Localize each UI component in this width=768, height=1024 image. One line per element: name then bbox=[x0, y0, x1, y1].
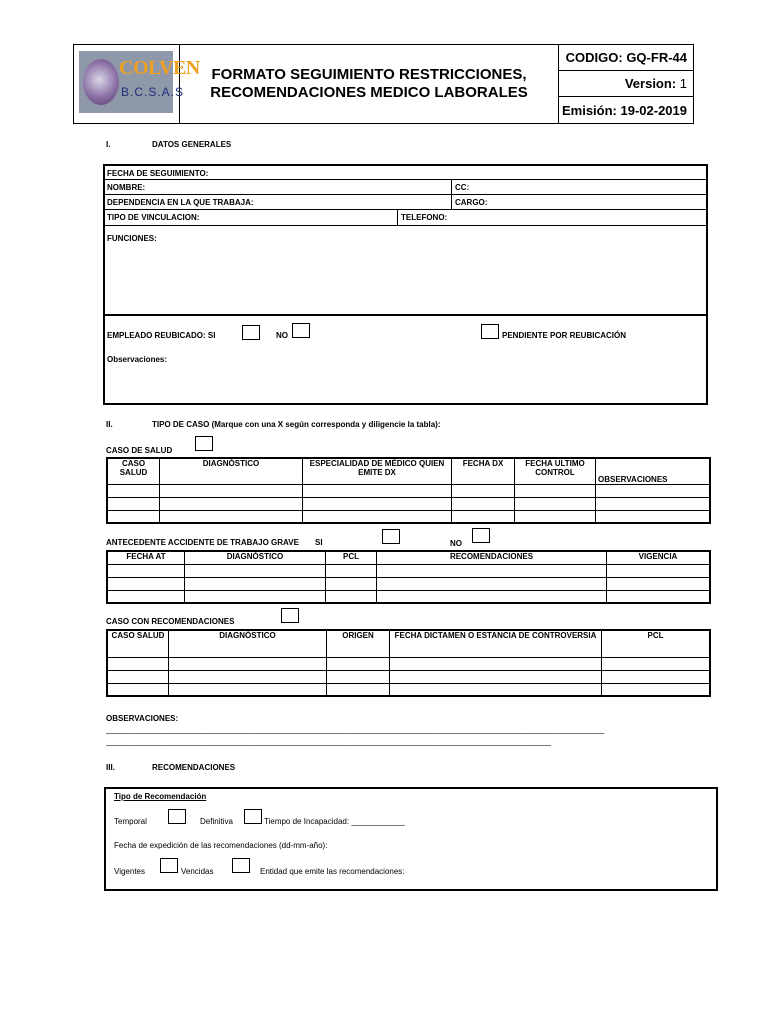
section1-title: DATOS GENERALES bbox=[152, 140, 232, 149]
caso-recomendaciones-checkbox[interactable] bbox=[281, 608, 299, 623]
table-row bbox=[107, 510, 710, 523]
col-caso-salud: CASO SALUD bbox=[107, 630, 169, 657]
form-code: CODIGO: GQ-FR-44 bbox=[559, 45, 693, 71]
fecha-seguimiento-label: FECHA DE SEGUIMIENTO: bbox=[107, 169, 209, 178]
table-row bbox=[107, 564, 710, 577]
table-row bbox=[107, 670, 710, 683]
table-row bbox=[107, 484, 710, 497]
table-row bbox=[107, 657, 710, 670]
col-vigencia: VIGENCIA bbox=[607, 551, 711, 564]
section1-number: I. bbox=[106, 140, 111, 149]
col-pcl: PCL bbox=[602, 630, 711, 657]
tipo-recomendacion-label: Tipo de Recomendación bbox=[114, 792, 207, 801]
dependencia-label: DEPENDENCIA EN LA QUE TRABAJA: bbox=[107, 198, 254, 207]
tiempo-incapacidad-label[interactable]: Tiempo de Incapacidad: ____________ bbox=[264, 817, 405, 826]
section2-title: TIPO DE CASO (Marque con una X según corresponda y diligencie la tabla): bbox=[152, 420, 441, 429]
telefono-label: TELEFONO: bbox=[401, 213, 448, 222]
col-caso-salud: CASO SALUD bbox=[107, 458, 160, 484]
vencidas-checkbox[interactable] bbox=[232, 858, 250, 873]
observaciones-line-1[interactable]: ________________________________________________________________________________________________________________ bbox=[106, 725, 605, 734]
form-header bbox=[73, 44, 694, 124]
version-label: Version: bbox=[624, 76, 677, 91]
col-fecha-dx: FECHA DX bbox=[452, 458, 515, 484]
col-recomendaciones: RECOMENDACIONES bbox=[377, 551, 607, 564]
caso-salud-label: CASO DE SALUD bbox=[106, 446, 173, 455]
observaciones-general-label: OBSERVACIONES: bbox=[106, 714, 179, 723]
section2-number: II. bbox=[106, 420, 113, 429]
globe-icon bbox=[83, 59, 119, 105]
cc-label: CC: bbox=[455, 183, 470, 192]
title-line-2: RECOMENDACIONES MEDICO LABORALES bbox=[210, 84, 528, 101]
table-row bbox=[107, 497, 710, 510]
funciones-label: FUNCIONES: bbox=[107, 234, 157, 243]
accidente-table bbox=[106, 550, 711, 604]
reubicado-no-label: NO bbox=[276, 331, 288, 340]
title-line-1: FORMATO SEGUIMIENTO RESTRICCIONES, bbox=[211, 66, 527, 83]
col-diagnostico: DIAGNÓSTICO bbox=[185, 551, 326, 564]
col-diagnostico: DIAGNÓSTICO bbox=[160, 458, 303, 484]
observaciones-label: Observaciones: bbox=[107, 355, 168, 364]
logo-subtitle: B.C.S.A.S bbox=[121, 85, 185, 99]
tipo-vinculacion-label: TIPO DE VINCULACION: bbox=[107, 213, 200, 222]
recomendaciones-box bbox=[104, 787, 718, 891]
form-title bbox=[180, 45, 559, 123]
entidad-label: Entidad que emite las recomendaciones: bbox=[260, 867, 405, 876]
col-pcl: PCL bbox=[326, 551, 377, 564]
table-row bbox=[107, 577, 710, 590]
form-version bbox=[559, 71, 693, 97]
form-emission: Emisión: 19-02-2019 bbox=[561, 102, 687, 118]
antecedente-no-checkbox[interactable] bbox=[472, 528, 490, 543]
col-fecha-ultimo-control: FECHA ULTIMO CONTROL bbox=[515, 458, 596, 484]
general-data-box bbox=[103, 164, 708, 405]
observaciones-line-2[interactable]: ____________________________________________________________________________________________________ bbox=[106, 737, 551, 746]
nombre-label: NOMBRE: bbox=[107, 183, 146, 192]
vencidas-label: Vencidas bbox=[181, 867, 214, 876]
caso-salud-checkbox[interactable] bbox=[195, 436, 213, 451]
reubicado-si-checkbox[interactable] bbox=[242, 325, 260, 340]
section3-number: III. bbox=[106, 763, 115, 772]
version-value: 1 bbox=[679, 76, 687, 91]
antecedente-label: ANTECEDENTE ACCIDENTE DE TRABAJO GRAVE bbox=[106, 538, 299, 547]
temporal-checkbox[interactable] bbox=[168, 809, 186, 824]
fecha-expedicion-label: Fecha de expedición de las recomendaciones (dd-mm-año): bbox=[114, 841, 328, 850]
col-fecha-dictamen: FECHA DICTAMEN O ESTANCIA DE CONTROVERSIA bbox=[390, 630, 602, 657]
recomendaciones-table bbox=[106, 629, 711, 697]
company-logo bbox=[79, 51, 200, 113]
table-row bbox=[107, 590, 710, 603]
antecedente-si-label: SI bbox=[315, 538, 323, 547]
section3-title: RECOMENDACIONES bbox=[152, 763, 236, 772]
vigentes-checkbox[interactable] bbox=[160, 858, 178, 873]
definitiva-checkbox[interactable] bbox=[244, 809, 262, 824]
empleado-reubicado-label: EMPLEADO REUBICADO: SI bbox=[107, 331, 216, 340]
logo-cell bbox=[74, 45, 200, 123]
vigentes-label: Vigentes bbox=[114, 867, 145, 876]
temporal-label: Temporal bbox=[114, 817, 147, 826]
reubicado-no-checkbox[interactable] bbox=[292, 323, 310, 338]
table-row bbox=[107, 683, 710, 696]
definitiva-label: Definitiva bbox=[200, 817, 233, 826]
col-observaciones: OBSERVACIONES bbox=[596, 458, 711, 484]
col-origen: ORIGEN bbox=[327, 630, 390, 657]
caso-salud-table bbox=[106, 457, 711, 524]
logo-brand: COLVEN bbox=[119, 57, 200, 79]
caso-recomendaciones-label: CASO CON RECOMENDACIONES bbox=[106, 617, 235, 626]
antecedente-no-label: NO bbox=[450, 539, 462, 548]
col-diagnostico: DIAGNÓSTICO bbox=[169, 630, 327, 657]
antecedente-si-checkbox[interactable] bbox=[382, 529, 400, 544]
cargo-label: CARGO: bbox=[455, 198, 488, 207]
col-fecha-at: FECHA AT bbox=[107, 551, 185, 564]
pendiente-reubicacion-checkbox[interactable] bbox=[481, 324, 499, 339]
col-especialidad: ESPECIALIDAD DE MÉDICO QUIEN EMITE DX bbox=[303, 458, 452, 484]
pendiente-reubicacion-label: PENDIENTE POR REUBICACIÓN bbox=[502, 331, 627, 340]
